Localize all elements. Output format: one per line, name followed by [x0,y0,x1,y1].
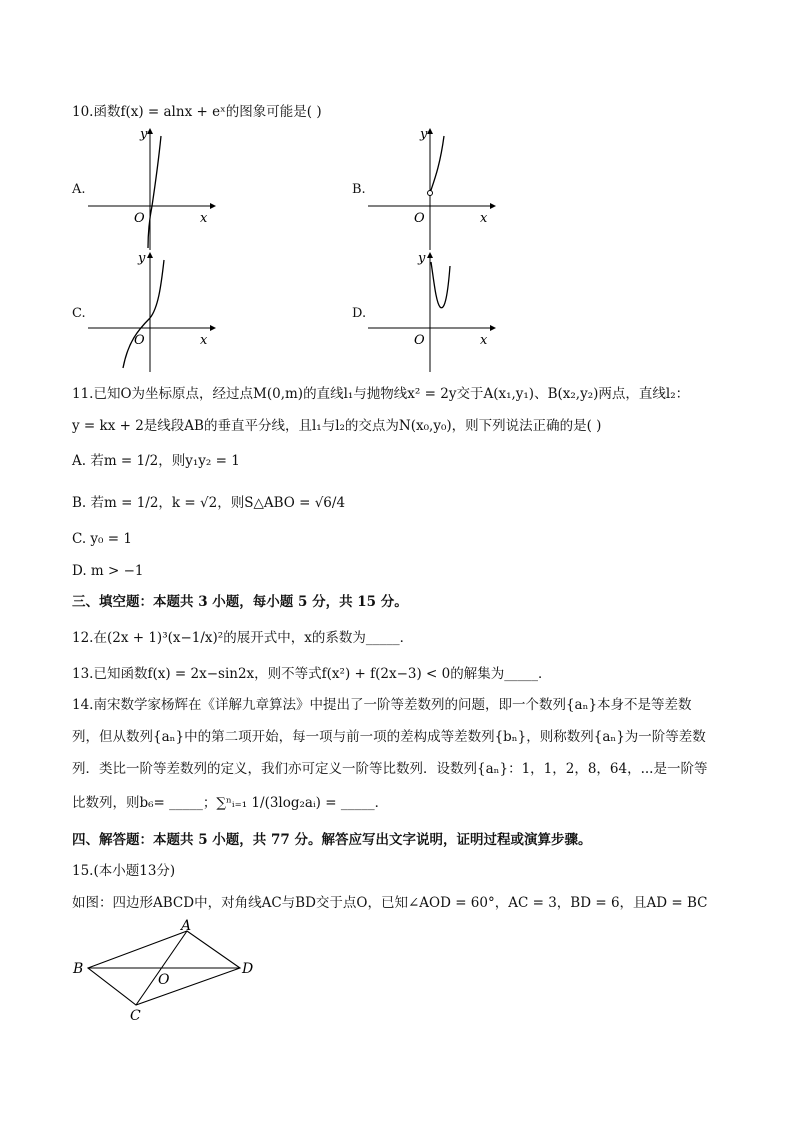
q12: 12.在(2x + 1)³(x−1/x)²的展开式中，x的系数为_____． [72,630,414,646]
graph-a [88,126,218,252]
label-a: A [181,918,192,934]
q15-title: 15.(本小题13分) [72,863,176,879]
label-c: C [130,1008,141,1024]
q11-line2: y = kx + 2是线段AB的垂直平分线，且l₁与l₂的交点为N(x₀,y₀)，则下列说法正确的是( ) [72,418,602,434]
q11-option-a: A. 若m = 1/2，则y₁y₂ = 1 [72,453,240,469]
graph-d [368,252,498,378]
curve [430,136,444,193]
q14-line2: 列，但从数列{aₙ}中的第二项开始，每一项与前一项的差构成等差数列{bₙ}，则称数列{aₙ}为一阶等差数 [72,729,706,745]
y-arrow [427,128,433,134]
origin-label: O [414,333,425,348]
q13: 13.已知函数f(x) = 2x−sin2x，则不等式f(x²) + f(2x−3) < 0的解集为_____． [72,666,552,682]
y-label: y [140,127,148,142]
x-arrow [210,203,216,209]
x-arrow [210,325,216,331]
origin-label: O [134,211,145,226]
x-label: x [200,211,208,226]
y-label: y [138,252,146,266]
option-c-label: C. [72,306,86,321]
curve [123,260,164,368]
y-arrow [147,252,153,258]
y-label: y [420,127,428,142]
q14-line1: 14.南宋数学家杨辉在《详解九章算法》中提出了一阶等差数列的问题，即一个数列{aₙ}本身不是等差数 [72,697,692,713]
y-label: y [418,252,426,266]
label-o: O [158,972,170,988]
section-3-heading: 三、填空题：本题共 3 小题，每小题 5 分，共 15 分。 [72,594,408,610]
option-b-label: B. [352,182,366,197]
x-arrow [490,203,496,209]
q10-stem: 10.函数f(x) = alnx + eˣ的图象可能是( ) [72,104,322,120]
option-d-label: D. [352,306,367,321]
curve [431,262,450,308]
q14-line3: 列．类比一阶等差数列的定义，我们亦可定义一阶等比数列．设数列{aₙ}：1，1，2，8，64，...是一阶等 [72,761,708,777]
section-4-heading: 四、解答题：本题共 5 小题，共 77 分。解答应写出文字说明，证明过程或演算步骤。 [72,832,592,848]
x-arrow [490,325,496,331]
q15-text: 如图：四边形ABCD中，对角线AC与BD交于点O，已知∠AOD = 60°，AC = 3，BD = 6，且AD = BC [72,895,708,911]
quadrilateral-diagram [70,916,260,1026]
q11-option-c: C. y₀ = 1 [72,531,132,547]
x-label: x [200,333,208,348]
x-label: x [480,333,488,348]
q11-option-d: D. m > −1 [72,563,144,579]
option-a-label: A. [72,182,86,197]
q11-option-b: B. 若m = 1/2，k = √2，则S△ABO = √6/4 [72,495,346,511]
q14-line4: 比数列，则b₆= _____；∑ⁿᵢ₌₁ 1/(3log₂aᵢ) = _____． [72,795,389,811]
graph-b [368,126,498,252]
open-point [428,191,433,196]
label-b: B [73,961,84,977]
q11-line1: 11.已知O为坐标原点，经过点M(0,m)的直线l₁与抛物线x² = 2y交于A(x₁,y₁)、B(x₂,y₂)两点，直线l₂： [72,386,690,402]
y-arrow [147,128,153,134]
y-arrow [427,252,433,258]
x-label: x [480,211,488,226]
label-d: D [242,961,254,977]
graph-c [88,252,218,378]
origin-label: O [414,211,425,226]
origin-label: O [134,333,145,348]
